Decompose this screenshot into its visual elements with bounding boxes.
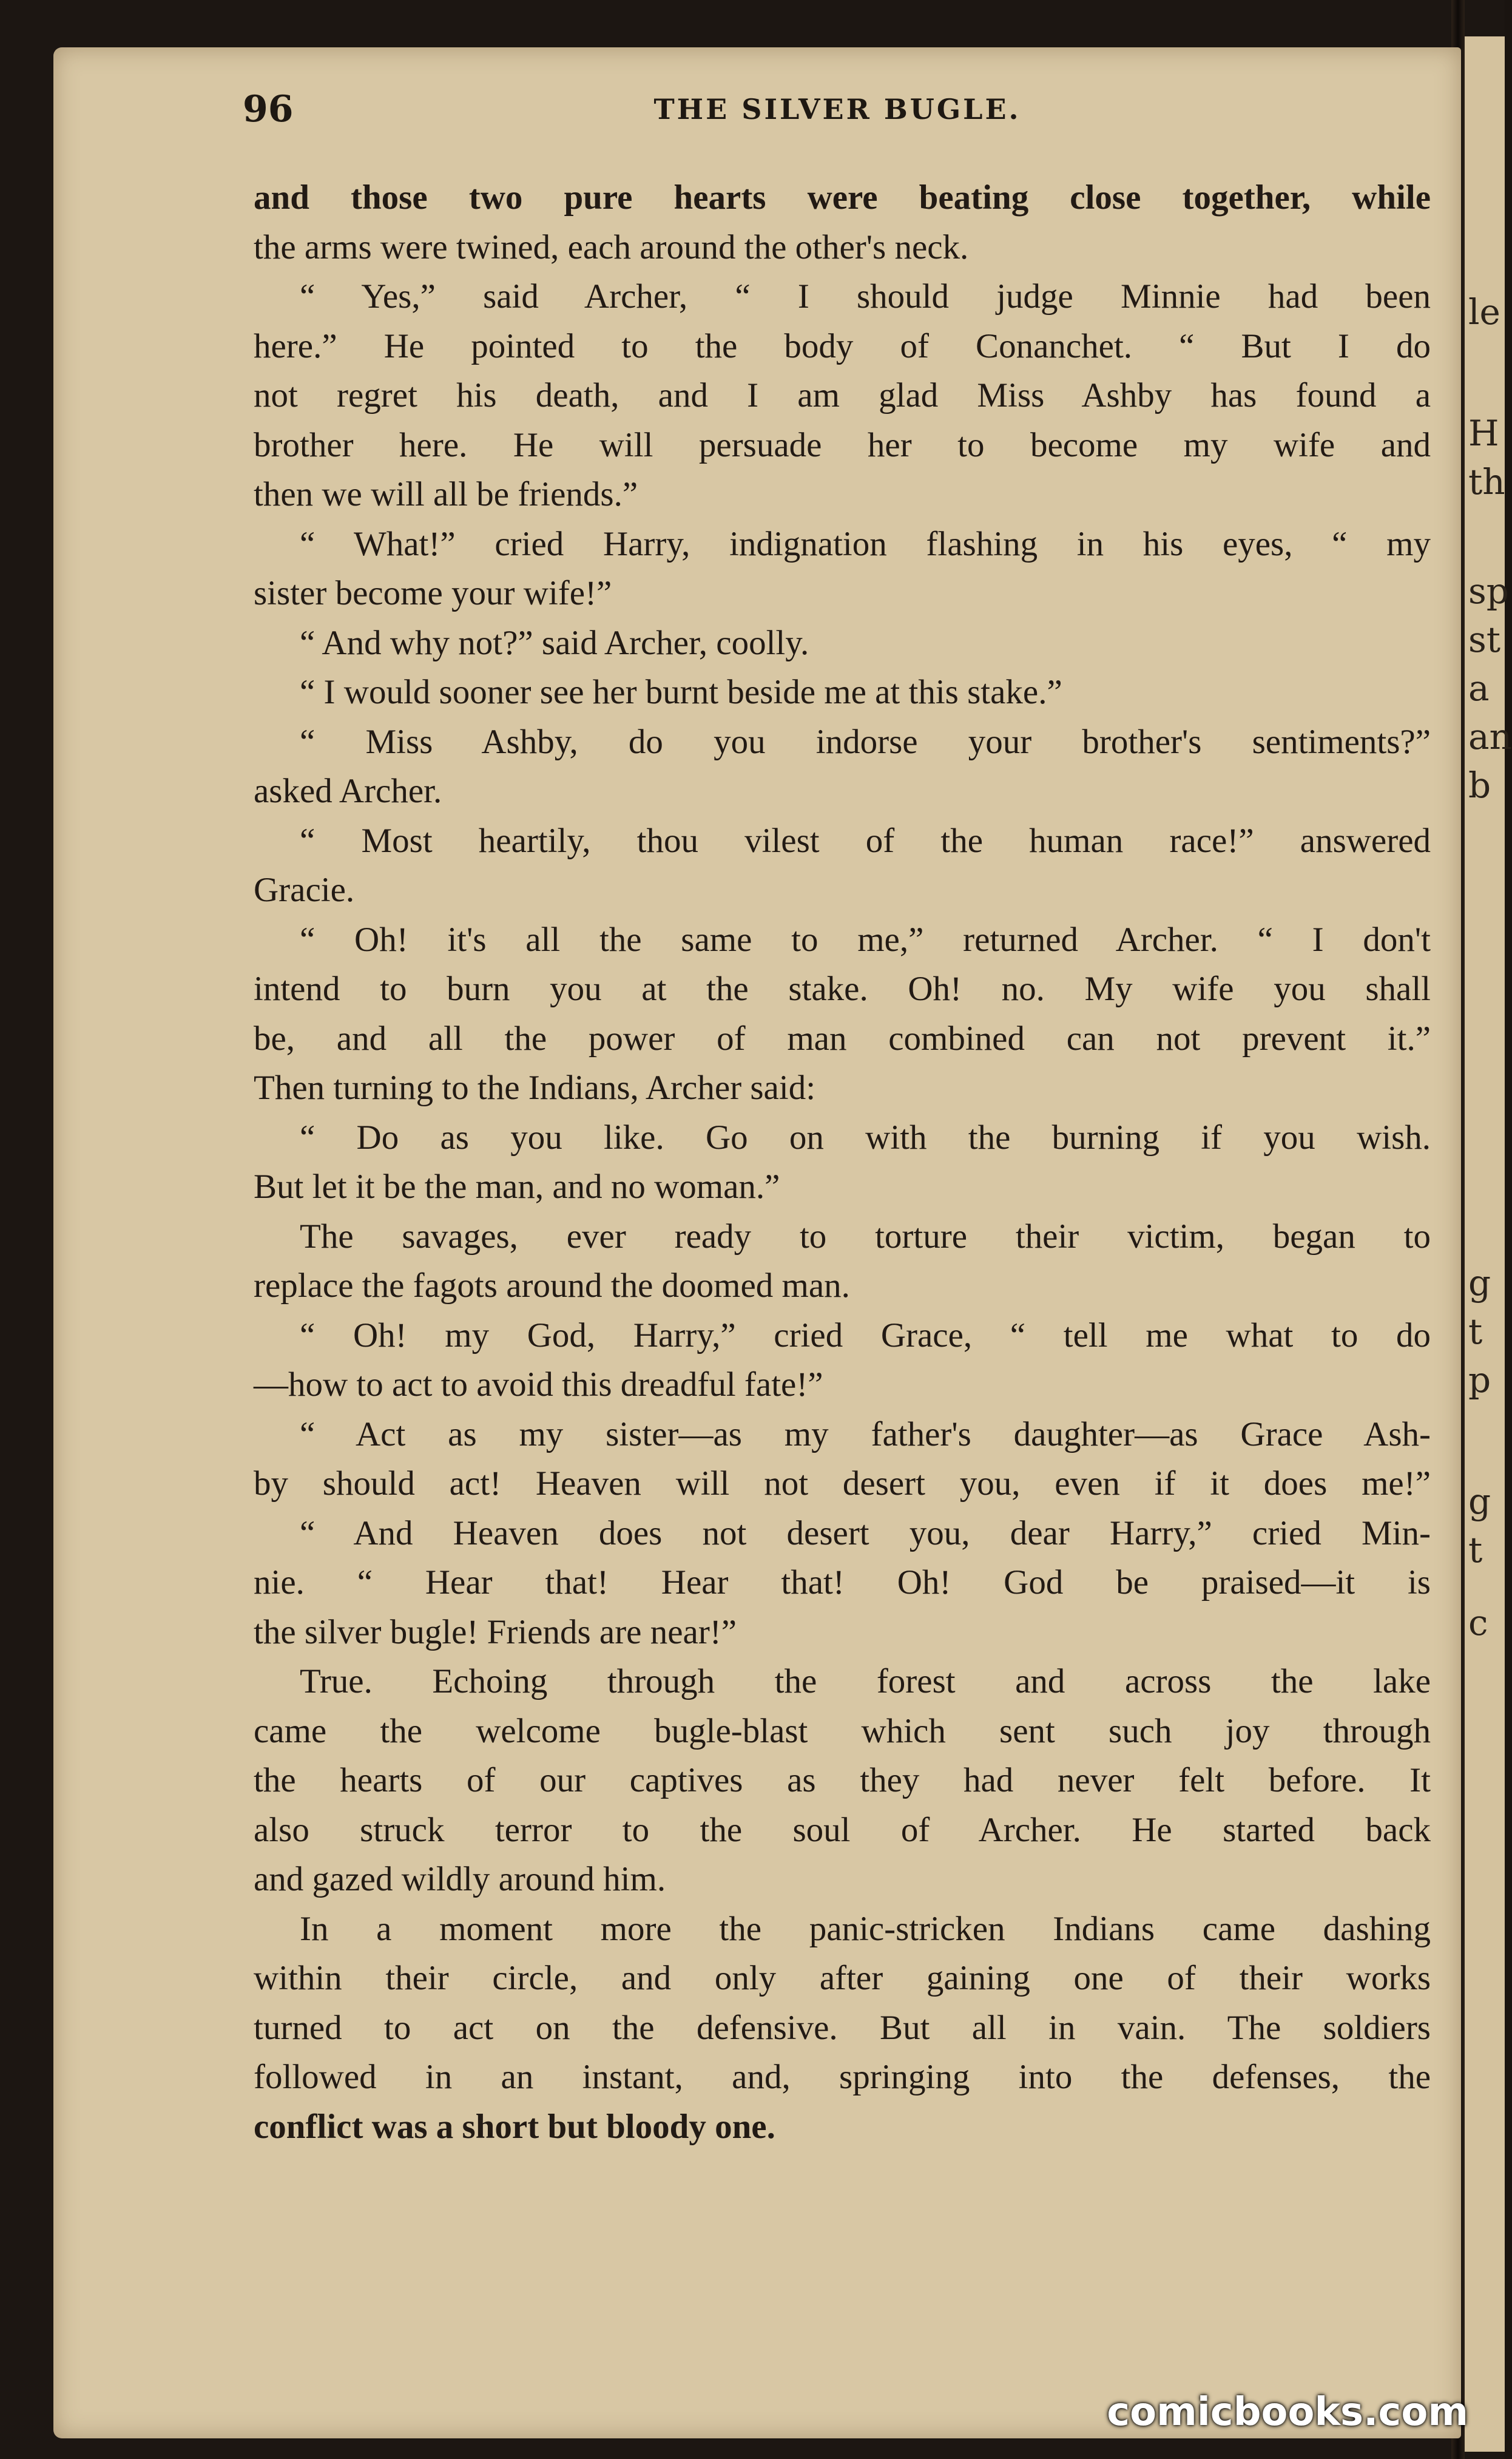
text-line: and those two pure hearts were beating close together, while [254, 178, 1431, 217]
facing-page-fragment: g [1468, 1481, 1491, 1522]
site-watermark: comicbooks.com [1107, 2390, 1468, 2435]
text-line: followed in an instant, and, springing into the defenses, the [254, 2058, 1431, 2096]
text-line: “ And Heaven does not desert you, dear Harry,” cried Min- [300, 1514, 1431, 1552]
text-line: “ What!” cried Harry, indignation flashing in his eyes, “ my [300, 524, 1431, 563]
text-line: “ I would sooner see her burnt beside me at this stake.” [300, 673, 1062, 711]
text-line: —how to act to avoid this dreadful fate!” [254, 1365, 823, 1404]
text-line: But let it be the man, and no woman.” [254, 1168, 780, 1206]
facing-page-fragment: g [1468, 1262, 1491, 1304]
facing-page-fragment: t [1468, 1311, 1483, 1352]
text-line: In a moment more the panic-stricken Indians came dashing [300, 1909, 1431, 1948]
facing-page-edge [1465, 36, 1512, 2452]
text-line: turned to act on the defensive. But all in vain. The soldiers [254, 2008, 1431, 2047]
text-line: “ Most heartily, thou vilest of the human race!” answered [300, 821, 1431, 860]
text-line: “ Miss Ashby, do you indorse your brother's sentiments?” [300, 722, 1431, 761]
page-body-text [254, 173, 1431, 2151]
text-line: intend to burn you at the stake. Oh! no. My wife you shall [254, 970, 1431, 1008]
facing-page-fragment: an [1468, 716, 1512, 757]
text-line: here.” He pointed to the body of Conanchet. “ But I do [254, 326, 1431, 365]
text-line: also struck terror to the soul of Archer. He started back [254, 1810, 1431, 1849]
text-line: The savages, ever ready to torture their victim, began to [300, 1217, 1431, 1256]
running-title: THE SILVER BUGLE. [653, 93, 1021, 126]
text-line: came the welcome bugle-blast which sent such joy through [254, 1711, 1431, 1750]
facing-page-fragment: le [1468, 291, 1500, 333]
facing-page-fragment: H [1468, 413, 1499, 454]
text-line: the hearts of our captives as they had never felt before. It [254, 1761, 1431, 1799]
text-line: “ Yes,” said Archer, “ I should judge Minnie had been [300, 277, 1431, 316]
text-line: be, and all the power of man combined can not prevent it.” [254, 1019, 1431, 1058]
text-line: then we will all be friends.” [254, 475, 638, 513]
text-line: the silver bugle! Friends are near!” [254, 1612, 737, 1651]
facing-page-fragment: t [1468, 1529, 1483, 1571]
text-line: “ Act as my sister—as my father's daughter—as Grace Ash- [300, 1415, 1431, 1453]
facing-page-fragment: sp [1468, 570, 1509, 612]
text-line: asked Archer. [254, 772, 442, 810]
facing-page-fragment: b [1468, 765, 1491, 806]
text-line: Then turning to the Indians, Archer said: [254, 1069, 816, 1107]
text-line: nie. “ Hear that! Hear that! Oh! God be praised—it is [254, 1563, 1431, 1602]
text-line: conflict was a short but bloody one. [254, 2107, 775, 2146]
text-line: and gazed wildly around him. [254, 1860, 666, 1898]
text-line: the arms were twined, each around the other's neck. [254, 228, 969, 266]
text-line: “ Oh! my God, Harry,” cried Grace, “ tell me what to do [300, 1316, 1431, 1355]
page-header [243, 88, 1432, 143]
text-line: brother here. He will persuade her to become my wife and [254, 425, 1431, 464]
text-line: by should act! Heaven will not desert you, even if it does me!” [254, 1464, 1431, 1503]
text-line: not regret his death, and I am glad Miss Ashby has found a [254, 376, 1431, 414]
page-number: 96 [243, 88, 294, 130]
facing-page-fragment: a [1468, 668, 1490, 709]
text-line: “ Oh! it's all the same to me,” returned Archer. “ I don't [300, 920, 1431, 959]
text-line: True. Echoing through the forest and across the lake [300, 1662, 1431, 1700]
facing-page-fragment: th [1468, 461, 1505, 502]
facing-page-fragment: c [1468, 1602, 1488, 1643]
text-line: sister become your wife!” [254, 574, 612, 612]
text-line: Gracie. [254, 871, 355, 909]
text-line: replace the fagots around the doomed man. [254, 1267, 850, 1305]
facing-page-fragment: st [1468, 619, 1501, 660]
text-line: “ And why not?” said Archer, coolly. [300, 623, 809, 662]
facing-page-fragment: p [1468, 1359, 1491, 1401]
text-line: “ Do as you like. Go on with the burning if you wish. [300, 1118, 1431, 1157]
text-line: within their circle, and only after gaining one of their works [254, 1959, 1431, 1997]
